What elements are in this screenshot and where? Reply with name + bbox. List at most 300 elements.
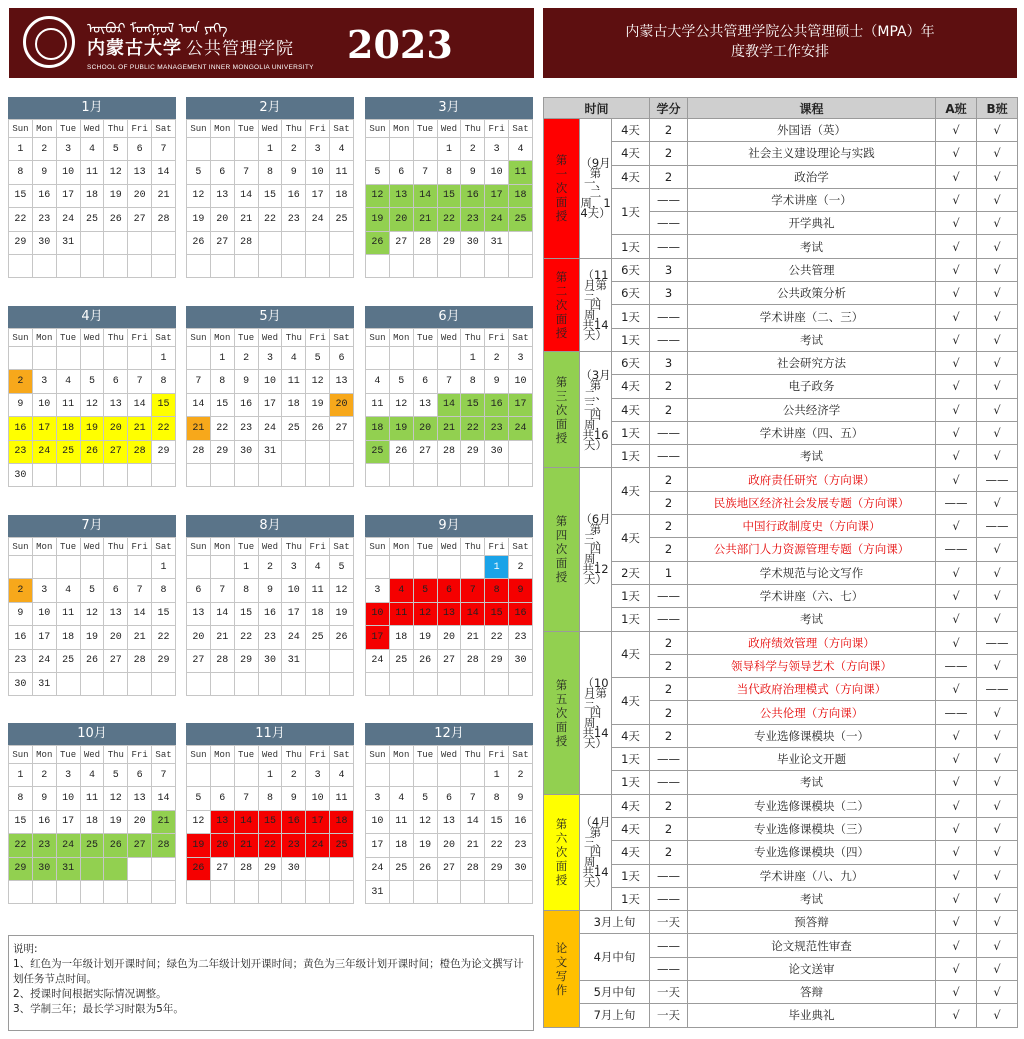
calendar-day: 12 (389, 393, 413, 416)
class-b-cell: √ (977, 817, 1018, 840)
course-cell: 公共政策分析 (688, 282, 936, 305)
calendar-day: 20 (210, 208, 234, 231)
calendar-empty-cell (366, 672, 390, 695)
calendar-day: 24 (32, 649, 56, 672)
calendar-empty-cell (258, 254, 282, 277)
class-a-cell: √ (936, 375, 977, 398)
weekday-label: Thu (282, 538, 306, 556)
calendar-day: 19 (80, 417, 104, 440)
university-name: 内蒙古大学 (87, 38, 182, 59)
class-b-cell: √ (977, 282, 1018, 305)
calendar-day: 12 (306, 370, 330, 393)
class-a-cell: √ (936, 328, 977, 351)
credit-cell: —— (650, 584, 688, 607)
calendar-day: 8 (461, 370, 485, 393)
calendar-day: 7 (187, 370, 211, 393)
calendar-day: 20 (128, 810, 152, 833)
calendar-day: 30 (9, 672, 33, 695)
calendar-day: 7 (128, 370, 152, 393)
weekday-label: Wed (437, 120, 461, 138)
credit-cell: 2 (650, 841, 688, 864)
class-b-cell: √ (977, 1004, 1018, 1027)
class-a-cell: √ (936, 398, 977, 421)
session-label-char: 次 (555, 845, 568, 860)
calendar-day: 6 (128, 138, 152, 161)
calendar-day: 27 (210, 857, 234, 880)
calendar-day: 25 (330, 834, 354, 857)
course-cell: 政治学 (688, 165, 936, 188)
class-a-cell: √ (936, 142, 977, 165)
weekday-label: Fri (128, 120, 152, 138)
weekday-label: Sat (330, 538, 354, 556)
calendar-day: 3 (509, 347, 533, 370)
calendar-day: 31 (258, 440, 282, 463)
calendar-empty-cell (104, 463, 128, 486)
calendar-day: 19 (413, 834, 437, 857)
weekday-label: Sun (187, 538, 211, 556)
calendar-day: 8 (485, 787, 509, 810)
calendar-day: 3 (306, 764, 330, 787)
calendar-empty-cell (258, 463, 282, 486)
calendar-day: 29 (234, 649, 258, 672)
class-a-cell: √ (936, 980, 977, 1003)
session-label-char: 论 (555, 940, 568, 955)
calendar-empty-cell (282, 672, 306, 695)
credit-cell: —— (650, 608, 688, 631)
weekday-label: Mon (210, 329, 234, 347)
course-cell: 社会研究方法 (688, 351, 936, 374)
calendar-day: 4 (509, 138, 533, 161)
calendar-day: 24 (306, 208, 330, 231)
duration-cell: 1天 (612, 584, 650, 607)
course-cell: 毕业论文开题 (688, 748, 936, 771)
calendar-empty-cell (80, 463, 104, 486)
calendar-empty-cell (80, 880, 104, 903)
course-cell: 毕业典礼 (688, 1004, 936, 1027)
session-label-char: 三 (555, 388, 568, 403)
class-a-cell: √ (936, 887, 977, 910)
calendar-day: 29 (210, 440, 234, 463)
course-cell: 专业选修课模块（四） (688, 841, 936, 864)
calendar-day: 5 (413, 579, 437, 602)
calendar-day: 18 (389, 626, 413, 649)
calendar-day: 23 (258, 626, 282, 649)
calendar-empty-cell (282, 440, 306, 463)
session-label-char: 六 (555, 831, 568, 846)
calendar-day: 5 (330, 556, 354, 579)
calendar-day: 12 (104, 161, 128, 184)
session-label-char: 次 (555, 402, 568, 417)
calendar-day: 10 (32, 393, 56, 416)
class-a-cell: —— (936, 538, 977, 561)
class-a-cell: √ (936, 771, 977, 794)
calendar-day: 15 (485, 602, 509, 625)
calendar-day: 2 (32, 138, 56, 161)
calendar-day: 23 (9, 649, 33, 672)
calendar-day: 12 (187, 810, 211, 833)
calendar-day: 6 (128, 764, 152, 787)
class-b-cell: √ (977, 235, 1018, 258)
calendar-day: 7 (437, 370, 461, 393)
class-b-cell: √ (977, 328, 1018, 351)
calendar-empty-cell (330, 231, 354, 254)
calendar-empty-cell (282, 231, 306, 254)
calendar-day: 19 (389, 417, 413, 440)
calendar-day: 25 (80, 208, 104, 231)
class-a-cell: √ (936, 468, 977, 491)
calendar-day: 2 (485, 347, 509, 370)
calendar-empty-cell (210, 556, 234, 579)
session-period: （9月第一、二周，14天） (580, 119, 612, 259)
calendar-empty-cell (128, 857, 152, 880)
calendar-empty-cell (187, 764, 211, 787)
weekday-label: Sun (187, 746, 211, 764)
class-b-cell: √ (977, 584, 1018, 607)
calendar-empty-cell (437, 880, 461, 903)
calendar-day: 27 (210, 231, 234, 254)
calendar-day: 3 (366, 787, 390, 810)
calendar-empty-cell (56, 556, 80, 579)
calendar-day: 29 (485, 857, 509, 880)
weekday-label: Mon (32, 746, 56, 764)
weekday-label: Tue (413, 746, 437, 764)
calendar-day: 24 (56, 208, 80, 231)
calendar-empty-cell (80, 857, 104, 880)
session-label-char: 次 (555, 297, 568, 312)
calendar-day: 4 (330, 764, 354, 787)
calendar-day: 29 (437, 231, 461, 254)
calendar-day: 20 (389, 208, 413, 231)
calendar-day: 2 (9, 579, 33, 602)
calendar-day: 7 (152, 764, 176, 787)
session-label-char: 次 (555, 705, 568, 720)
calendar-day: 13 (437, 810, 461, 833)
weekday-label: Fri (306, 329, 330, 347)
class-a-cell: √ (936, 584, 977, 607)
calendar-day: 5 (104, 138, 128, 161)
calendar-day: 2 (258, 556, 282, 579)
calendar-empty-cell (366, 556, 390, 579)
calendar-empty-cell (128, 231, 152, 254)
header-class-b: B班 (977, 98, 1018, 119)
schedule-row (544, 351, 1018, 374)
calendar-day: 30 (461, 231, 485, 254)
weekday-label: Wed (80, 746, 104, 764)
calendar-empty-cell (437, 463, 461, 486)
calendar-empty-cell (32, 463, 56, 486)
calendar-empty-cell (32, 347, 56, 370)
calendar-day: 4 (80, 138, 104, 161)
calendar-day: 29 (461, 440, 485, 463)
calendar-day: 26 (413, 649, 437, 672)
calendar-day: 8 (9, 161, 33, 184)
calendar-day: 22 (9, 208, 33, 231)
duration-cell: 1天 (612, 235, 650, 258)
course-cell: 公共管理 (688, 258, 936, 281)
calendar-empty-cell (234, 138, 258, 161)
duration-cell: 1天 (612, 771, 650, 794)
calendar-day: 31 (366, 880, 390, 903)
calendar-empty-cell (413, 672, 437, 695)
calendar-empty-cell (509, 880, 533, 903)
class-b-cell: √ (977, 887, 1018, 910)
calendar-day: 1 (258, 764, 282, 787)
calendar-empty-cell (389, 463, 413, 486)
calendar-empty-cell (32, 556, 56, 579)
calendar-day: 18 (366, 417, 390, 440)
class-b-cell: √ (977, 701, 1018, 724)
calendar-day: 15 (152, 393, 176, 416)
schedule-row (544, 631, 1018, 654)
table-header-row (544, 98, 1018, 119)
calendar-empty-cell (128, 463, 152, 486)
calendar-day: 5 (187, 787, 211, 810)
calendar-day: 17 (56, 810, 80, 833)
class-b-cell: —— (977, 678, 1018, 701)
calendar-empty-cell (461, 672, 485, 695)
calendar-empty-cell (104, 556, 128, 579)
calendar-empty-cell (437, 764, 461, 787)
calendar-day: 15 (152, 602, 176, 625)
calendar-day: 11 (56, 602, 80, 625)
session-label (544, 351, 580, 467)
calendar-empty-cell (187, 463, 211, 486)
calendar-empty-cell (56, 254, 80, 277)
weekday-label: Thu (282, 120, 306, 138)
calendar-empty-cell (461, 764, 485, 787)
calendar-empty-cell (413, 254, 437, 277)
calendar-day: 8 (9, 787, 33, 810)
header-class-a: A班 (936, 98, 977, 119)
calendar-day: 11 (306, 579, 330, 602)
credit-cell: —— (650, 188, 688, 211)
calendar-day: 7 (128, 579, 152, 602)
calendar-empty-cell (80, 254, 104, 277)
session-label (544, 468, 580, 631)
class-b-cell: √ (977, 445, 1018, 468)
calendar-empty-cell (389, 138, 413, 161)
credit-cell: —— (650, 934, 688, 957)
calendar-empty-cell (258, 231, 282, 254)
calendar-day: 25 (389, 649, 413, 672)
schedule-row (544, 398, 1018, 421)
calendar-day: 12 (413, 810, 437, 833)
calendar-day: 14 (152, 161, 176, 184)
calendar-empty-cell (234, 254, 258, 277)
calendar-day: 5 (389, 370, 413, 393)
weekday-label: Mon (210, 538, 234, 556)
month-title: 5月 (186, 306, 354, 328)
course-cell: 学术讲座（一） (688, 188, 936, 211)
calendar-day: 31 (56, 857, 80, 880)
calendar-day: 15 (210, 393, 234, 416)
calendar-day: 7 (234, 787, 258, 810)
calendar-day: 4 (330, 138, 354, 161)
credit-cell: —— (650, 748, 688, 771)
class-b-cell: —— (977, 515, 1018, 538)
calendar-day: 23 (461, 208, 485, 231)
calendar-empty-cell (306, 672, 330, 695)
calendar-day: 11 (80, 161, 104, 184)
duration-cell: 6天 (612, 282, 650, 305)
calendar-day: 28 (152, 834, 176, 857)
duration-cell: 3月上旬 (580, 911, 650, 934)
calendar-empty-cell (152, 672, 176, 695)
calendar-empty-cell (152, 857, 176, 880)
class-b-cell: √ (977, 934, 1018, 957)
calendar-day: 24 (485, 208, 509, 231)
calendar-day: 23 (234, 417, 258, 440)
class-a-cell: √ (936, 235, 977, 258)
calendar-day: 8 (485, 579, 509, 602)
calendar-empty-cell (306, 880, 330, 903)
calendar-day: 5 (413, 787, 437, 810)
calendar-day: 31 (282, 649, 306, 672)
month-calendar (186, 723, 354, 904)
calendar-day: 17 (32, 417, 56, 440)
calendar-day: 27 (437, 649, 461, 672)
calendar-day: 19 (104, 810, 128, 833)
calendar-day: 12 (330, 579, 354, 602)
class-b-cell: √ (977, 351, 1018, 374)
notes-title: 说明: (13, 943, 38, 955)
calendar-day: 22 (461, 417, 485, 440)
weekday-label: Sun (366, 329, 390, 347)
session-label-char: 授 (555, 570, 568, 585)
course-cell: 社会主义建设理论与实践 (688, 142, 936, 165)
calendar-day: 15 (485, 810, 509, 833)
class-a-cell: √ (936, 794, 977, 817)
weekday-label: Mon (389, 746, 413, 764)
weekday-label: Sun (187, 329, 211, 347)
credit-cell: —— (650, 887, 688, 910)
schedule-row (544, 584, 1018, 607)
duration-cell: 4天 (612, 468, 650, 515)
calendar-day: 26 (80, 649, 104, 672)
session-label-char: 授 (555, 209, 568, 224)
weekday-label: Sun (9, 120, 33, 138)
calendar-empty-cell (485, 254, 509, 277)
calendar-day: 30 (282, 857, 306, 880)
calendar-empty-cell (210, 880, 234, 903)
calendar-empty-cell (509, 254, 533, 277)
weekday-label: Wed (437, 329, 461, 347)
calendar-day: 28 (128, 649, 152, 672)
calendar-day: 7 (461, 579, 485, 602)
weekday-label: Sat (509, 120, 533, 138)
class-b-cell: √ (977, 980, 1018, 1003)
schedule-row (544, 165, 1018, 188)
calendar-day: 21 (234, 208, 258, 231)
session-label-char: 五 (555, 691, 568, 706)
weekday-label: Fri (485, 538, 509, 556)
class-a-cell: √ (936, 678, 977, 701)
duration-cell: 1天 (612, 608, 650, 631)
calendar-day: 7 (210, 579, 234, 602)
schedule-row (544, 1004, 1018, 1027)
calendar-day: 15 (258, 810, 282, 833)
weekday-label: Tue (413, 329, 437, 347)
weekday-label: Fri (306, 538, 330, 556)
calendar-empty-cell (104, 347, 128, 370)
calendar-day: 26 (413, 857, 437, 880)
month-calendar (186, 306, 354, 487)
calendar-day: 2 (282, 764, 306, 787)
calendar-day: 19 (366, 208, 390, 231)
calendar-empty-cell (258, 880, 282, 903)
credit-cell: 2 (650, 701, 688, 724)
schedule-row (544, 794, 1018, 817)
calendar-day: 7 (152, 138, 176, 161)
credit-cell: 一天 (650, 911, 688, 934)
credit-cell: 2 (650, 631, 688, 654)
credit-cell: 3 (650, 351, 688, 374)
calendar-empty-cell (152, 254, 176, 277)
calendar-day: 2 (9, 370, 33, 393)
calendar-day: 1 (461, 347, 485, 370)
calendar-day: 7 (234, 161, 258, 184)
calendar-day: 23 (282, 208, 306, 231)
duration-cell: 4天 (612, 817, 650, 840)
credit-cell: 2 (650, 654, 688, 677)
schedule-row (544, 817, 1018, 840)
duration-cell: 4天 (612, 165, 650, 188)
calendar-empty-cell (413, 138, 437, 161)
month-title: 10月 (8, 723, 176, 745)
calendar-day: 27 (389, 231, 413, 254)
calendar-day: 12 (104, 787, 128, 810)
calendar-day: 25 (56, 440, 80, 463)
calendar-empty-cell (128, 254, 152, 277)
calendar-day: 21 (128, 417, 152, 440)
calendar-day: 14 (461, 602, 485, 625)
calendar-day: 10 (56, 161, 80, 184)
calendar-day: 17 (56, 184, 80, 207)
calendar-day: 26 (104, 208, 128, 231)
class-a-cell: √ (936, 119, 977, 142)
month-title: 2月 (186, 97, 354, 119)
calendar-day: 4 (389, 579, 413, 602)
session-label-char: 第 (555, 677, 568, 692)
credit-cell: 一天 (650, 980, 688, 1003)
class-b-cell: —— (977, 468, 1018, 491)
calendar-day: 7 (413, 161, 437, 184)
calendar-empty-cell (366, 254, 390, 277)
calendar-day: 21 (461, 626, 485, 649)
calendar-day: 28 (210, 649, 234, 672)
calendar-day: 1 (234, 556, 258, 579)
calendar-day: 11 (282, 370, 306, 393)
weekday-label: Wed (80, 329, 104, 347)
course-cell: 政府责任研究（方向课） (688, 468, 936, 491)
calendar-day: 12 (187, 184, 211, 207)
weekday-label: Sun (9, 538, 33, 556)
weekday-label: Wed (258, 746, 282, 764)
calendar-day: 22 (152, 626, 176, 649)
session-period: （10月第三、四周，共14天） (580, 631, 612, 794)
calendar-empty-cell (152, 231, 176, 254)
month-calendar (365, 306, 533, 487)
calendar-day: 26 (389, 440, 413, 463)
calendar-empty-cell (282, 463, 306, 486)
school-banner (9, 8, 534, 78)
calendar-day: 11 (56, 393, 80, 416)
calendar-empty-cell (210, 254, 234, 277)
weekday-label: Tue (234, 746, 258, 764)
class-a-cell: √ (936, 305, 977, 328)
calendar-day: 6 (437, 579, 461, 602)
calendar-empty-cell (9, 880, 33, 903)
